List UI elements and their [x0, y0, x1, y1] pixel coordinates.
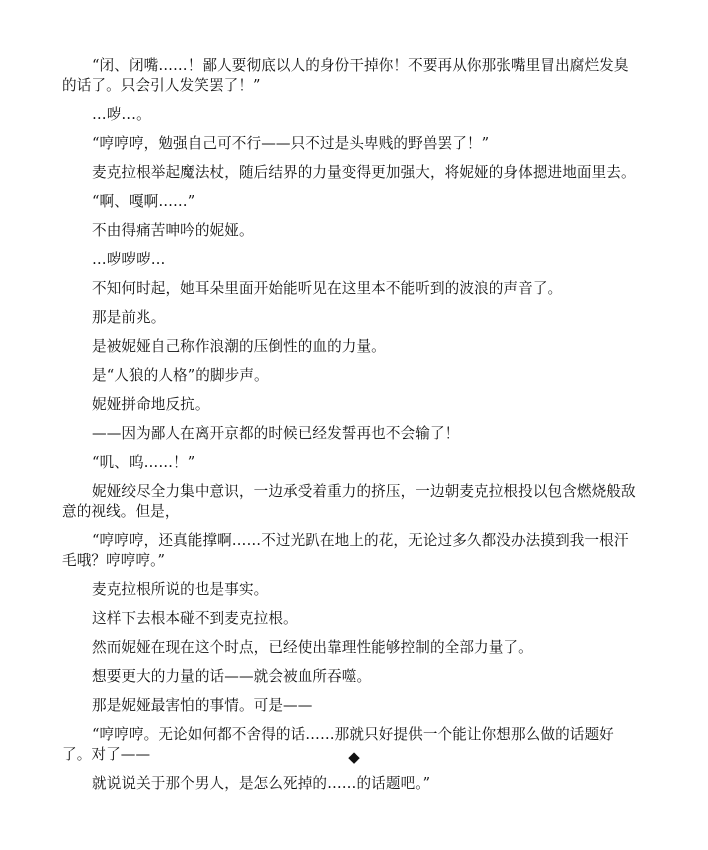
paragraph-7: …哕哕哕… [92, 251, 166, 268]
paragraph-4: 麦克拉根举起魔法杖，随后结界的力量变得更加强大，将妮娅的身体摁进地面里去。 [92, 164, 636, 181]
paragraph-21: 那是妮娅最害怕的事情。可是—— [92, 697, 313, 714]
section-separator-diamond-icon: ◆ [348, 748, 360, 766]
document-body [62, 56, 636, 803]
paragraph-20: 想要更大的力量的话——就会被血所吞噬。 [92, 668, 372, 685]
paragraph-22: “哼哼哼。无论如何都不舍得的话……那就只好提供一个能让你想那么做的话题好了。对了—— [62, 726, 614, 763]
paragraph-9: 那是前兆。 [92, 309, 166, 326]
paragraph-10: 是被妮娅自己称作浪潮的压倒性的血的力量。 [92, 338, 386, 355]
paragraph-8: 不知何时起，她耳朵里面开始能听见在这里本不能听到的波浪的声音了。 [92, 280, 563, 297]
paragraph-5: “啊、嘎啊……” [92, 193, 196, 210]
paragraph-12: 妮娅拼命地反抗。 [92, 396, 210, 413]
paragraph-6: 不由得痛苦呻吟的妮娅。 [92, 222, 254, 239]
paragraph-15: 妮娅绞尽全力集中意识，一边承受着重力的挤压，一边朝麦克拉根投以包含燃烧般敌意的视线。但是， [62, 483, 636, 520]
paragraph-1: “闭、闭嘴……！鄙人要彻底以人的身份干掉你！不要再从你那张嘴里冒出腐烂发臭的话了。只会引人发笑罢了！” [62, 57, 629, 94]
paragraph-11: 是“人狼的人格”的脚步声。 [92, 367, 269, 384]
paragraph-19: 然而妮娅在现在这个时点，已经使出靠理性能够控制的全部力量了。 [92, 639, 533, 656]
paragraph-16: “哼哼哼，还真能撑啊……不过光趴在地上的花，无论过多久都没办法摸到我一根汗毛哦？哼哼哼。” [62, 532, 629, 569]
paragraph-17: 麦克拉根所说的也是事实。 [92, 581, 269, 598]
paragraph-18: 这样下去根本碰不到麦克拉根。 [92, 610, 298, 627]
paragraph-13: ——因为鄙人在离开京都的时候已经发誓再也不会输了！ [92, 425, 460, 442]
paragraph-23: 就说说关于那个男人，是怎么死掉的……的话题吧。” [92, 775, 431, 792]
paragraph-14: “叽、呜……！” [92, 454, 196, 471]
paragraph-2: …哕…。 [92, 106, 151, 123]
paragraph-3: “哼哼哼，勉强自己可不行——只不过是头卑贱的野兽罢了！” [92, 135, 490, 152]
